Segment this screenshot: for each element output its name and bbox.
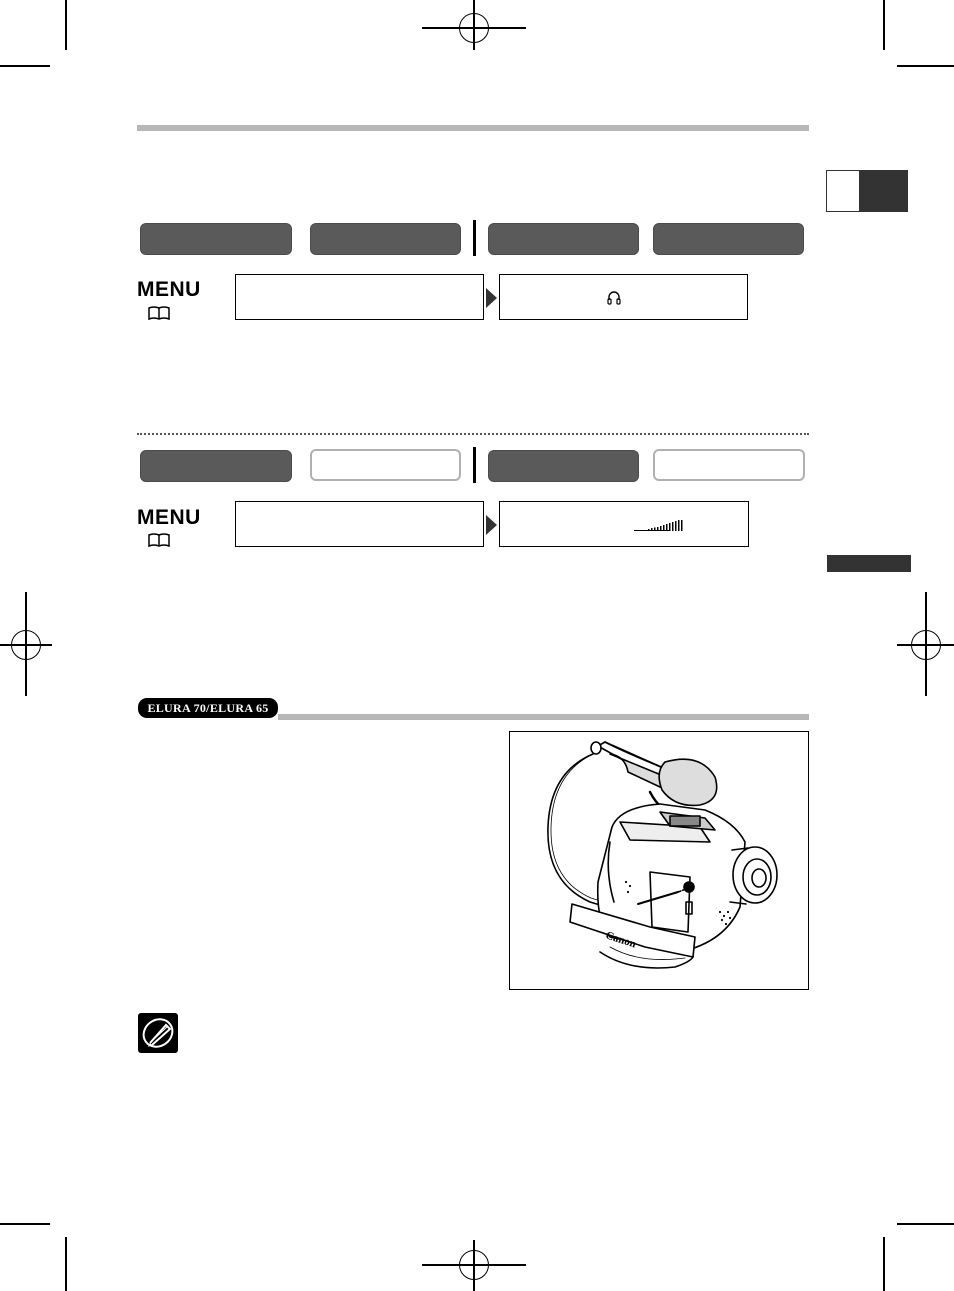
setting-box (499, 501, 749, 547)
menu-path-box (235, 274, 484, 320)
camcorder-microphone-illustration (509, 731, 809, 990)
headphones-icon (607, 290, 621, 305)
chapter-side-tab (827, 555, 911, 572)
volume-level-icon (634, 519, 686, 531)
crop-mark (65, 1237, 67, 1291)
mode-separator (473, 220, 476, 256)
mode-button-1 (140, 450, 292, 482)
book-reference-icon (148, 533, 170, 547)
section-divider (137, 433, 809, 435)
model-badge: ELURA 70/ELURA 65 (138, 698, 278, 718)
crop-mark (65, 0, 67, 50)
section-header-bar (137, 125, 809, 131)
crop-mark (0, 1223, 50, 1225)
menu-label: MENU (137, 278, 201, 301)
mode-button-3 (488, 450, 639, 482)
pencil-note-icon (138, 1013, 178, 1053)
setting-box (499, 274, 748, 320)
mode-button-2 (310, 449, 461, 481)
menu-label: MENU (137, 506, 201, 529)
crop-mark (0, 65, 50, 67)
arrow-right-icon (486, 288, 497, 308)
mode-button-4 (653, 223, 804, 255)
crop-mark (897, 1223, 954, 1225)
book-reference-icon (148, 306, 170, 320)
subsection-header-bar (278, 714, 809, 720)
menu-path-box (235, 501, 484, 547)
crop-mark (897, 65, 954, 67)
mode-button-3 (488, 223, 639, 255)
brand-logo-text: Canon (604, 929, 638, 951)
mode-button-1 (140, 223, 292, 255)
mode-button-2 (310, 223, 461, 255)
crop-mark (883, 0, 885, 50)
arrow-right-icon (486, 515, 497, 535)
crop-mark (883, 1237, 885, 1291)
mode-separator (473, 447, 476, 483)
mode-button-4 (653, 449, 805, 481)
camcorder-microphone-drawing (510, 732, 808, 989)
